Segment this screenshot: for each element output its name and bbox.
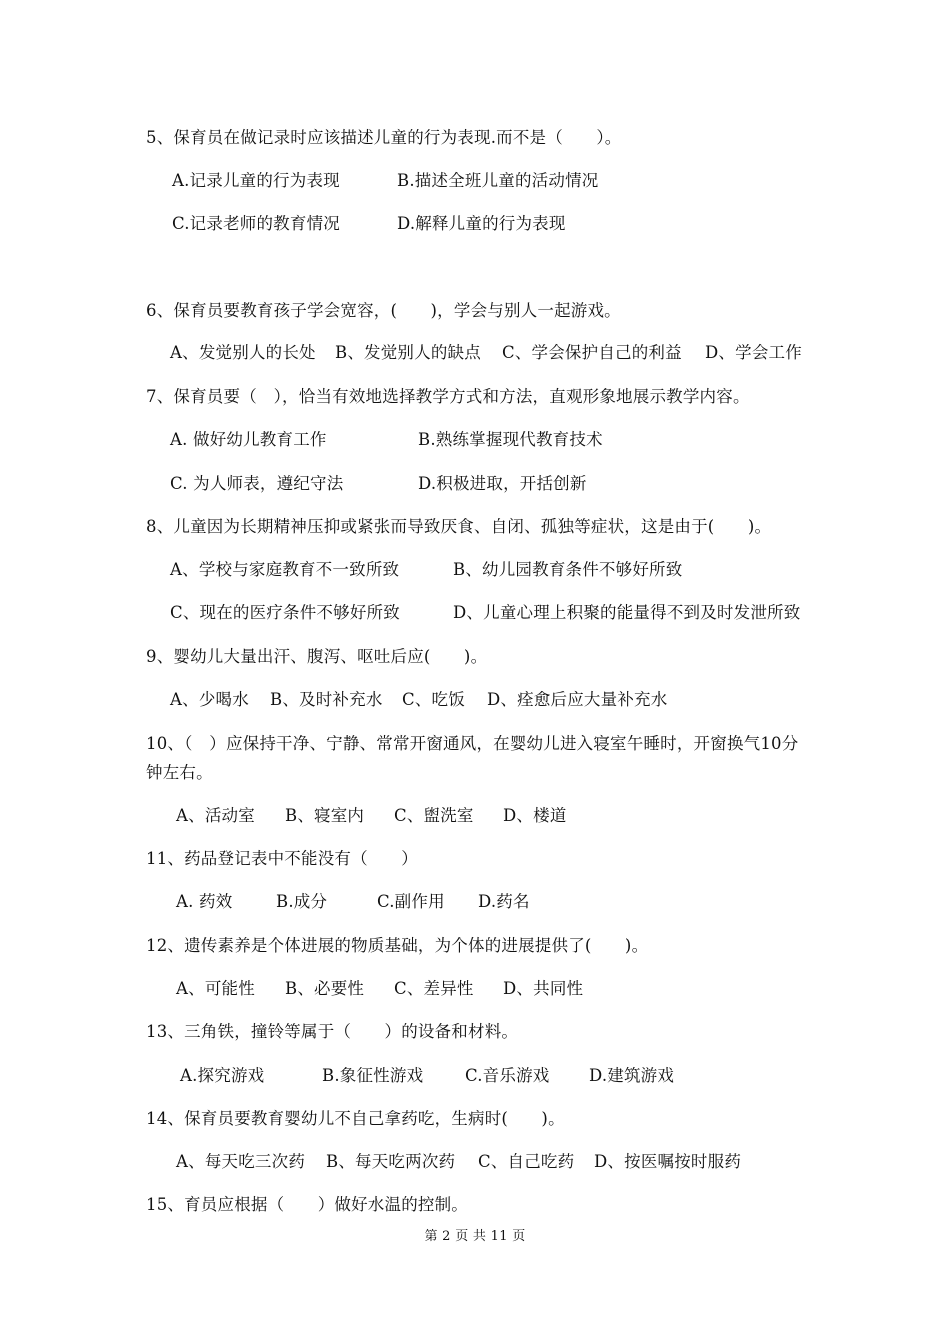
question-10-option-d: D、楼道 (503, 806, 567, 825)
question-8-stem: 8、儿童因为长期精神压抑或紧张而导致厌食、自闭、孤独等症状，这是由于( )。 (146, 517, 772, 536)
question-5-stem: 5、保育员在做记录时应该描述儿童的行为表现.而不是（ ）。 (146, 128, 622, 147)
question-7-option-c: C. 为人师表，遵纪守法 (170, 474, 344, 493)
question-6-option-b: B、发觉别人的缺点 (335, 343, 481, 362)
question-10-option-c: C、盥洗室 (394, 806, 474, 825)
question-6-option-d: D、学会工作 (705, 343, 802, 362)
question-5-option-a: A.记录儿童的行为表现 (172, 171, 340, 190)
question-11-option-d: D.药名 (478, 892, 530, 911)
question-5-option-d: D.解释儿童的行为表现 (397, 214, 566, 233)
question-15-stem: 15、育员应根据（ ）做好水温的控制。 (146, 1195, 468, 1214)
question-7-option-a: A. 做好幼儿教育工作 (170, 430, 327, 449)
question-12-option-d: D、共同性 (503, 979, 584, 998)
question-14-option-d: D、按医嘱按时服药 (594, 1152, 742, 1171)
question-13-option-c: C.音乐游戏 (465, 1066, 550, 1085)
question-14-option-a: A、每天吃三次药 (176, 1152, 306, 1171)
question-7-stem: 7、保育员要（ ），恰当有效地选择教学方式和方法，直观形象地展示教学内容。 (146, 387, 750, 406)
question-9-option-d: D、痊愈后应大量补充水 (487, 690, 668, 709)
question-12-stem: 12、遗传素养是个体进展的物质基础，为个体的进展提供了( )。 (146, 936, 649, 955)
question-8-option-d: D、儿童心理上积聚的能量得不到及时发泄所致 (453, 603, 801, 622)
question-10-stem-line-1: 10、（ ）应保持干净、宁静、常常开窗通风，在婴幼儿进入寝室午睡时，开窗换气10分 (146, 734, 799, 753)
question-12-option-c: C、差异性 (394, 979, 474, 998)
question-14-stem: 14、保育员要教育婴幼儿不自己拿药吃，生病时( )。 (146, 1109, 565, 1128)
question-13-stem: 13、三角铁，撞铃等属于（ ）的设备和材料。 (146, 1022, 519, 1041)
question-11-option-a: A. 药效 (176, 892, 233, 911)
question-14-option-c: C、自己吃药 (478, 1152, 575, 1171)
question-9-stem: 9、婴幼儿大量出汗、腹泻、呕吐后应( )。 (146, 647, 488, 666)
question-10-option-a: A、活动室 (176, 806, 255, 825)
page-number-footer: 第 2 页 共 11 页 (424, 1229, 526, 1244)
question-11-option-b: B.成分 (276, 892, 328, 911)
question-5-option-b: B.描述全班儿童的活动情况 (397, 171, 599, 190)
question-10-stem-line-2: 钟左右。 (146, 763, 213, 782)
question-13-option-b: B.象征性游戏 (322, 1066, 424, 1085)
question-14-option-b: B、每天吃两次药 (326, 1152, 456, 1171)
question-12-option-a: A、可能性 (176, 979, 255, 998)
question-10-option-b: B、寝室内 (285, 806, 365, 825)
question-6-option-a: A、发觉别人的长处 (170, 343, 316, 362)
question-6-stem: 6、保育员要教育孩子学会宽容，( )，学会与别人一起游戏。 (146, 301, 621, 320)
question-12-option-b: B、必要性 (285, 979, 365, 998)
question-5-option-c: C.记录老师的教育情况 (172, 214, 340, 233)
question-11-stem: 11、药品登记表中不能没有（ ） (146, 849, 418, 868)
question-6-option-c: C、学会保护自己的利益 (502, 343, 682, 362)
question-8-option-b: B、幼儿园教育条件不够好所致 (453, 560, 683, 579)
question-11-option-c: C.副作用 (377, 892, 445, 911)
question-7-option-b: B.熟练掌握现代教育技术 (418, 430, 603, 449)
question-7-option-d: D.积极进取，开括创新 (418, 474, 587, 493)
question-8-option-a: A、学校与家庭教育不一致所致 (170, 560, 400, 579)
question-8-option-c: C、现在的医疗条件不够好所致 (170, 603, 400, 622)
question-9-option-a: A、少喝水 (170, 690, 249, 709)
question-13-option-d: D.建筑游戏 (589, 1066, 675, 1085)
question-9-option-b: B、及时补充水 (270, 690, 383, 709)
question-9-option-c: C、吃饭 (402, 690, 465, 709)
question-13-option-a: A.探究游戏 (180, 1066, 265, 1085)
